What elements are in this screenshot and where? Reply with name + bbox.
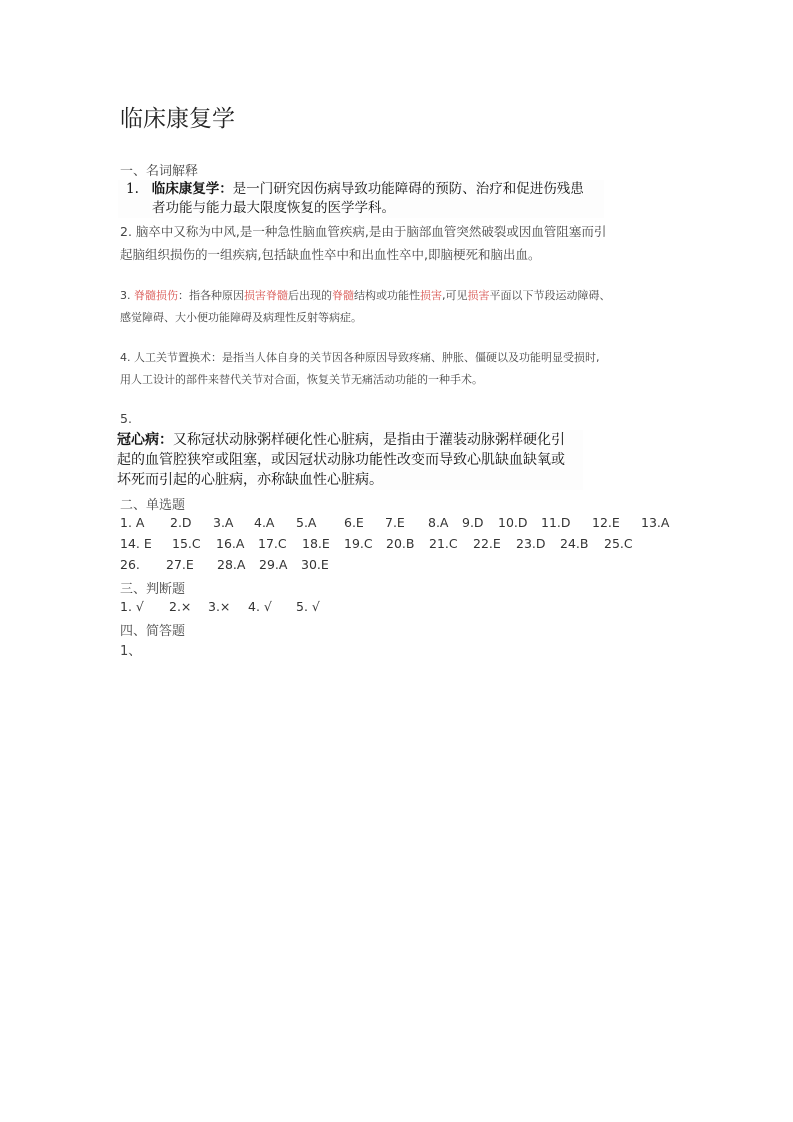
short-answer-item-1: 1、 [120,644,142,659]
definition-3-text: ：指各种原因 [178,289,244,302]
answer-item: 4. √ [248,599,272,614]
answer-item: 2.D [170,515,192,530]
definition-5-line-1: 又称冠状动脉粥样硬化性心脏病，是指由于灌装动脉粥样硬化引 [173,432,565,448]
definition-3-line-1 [120,287,611,303]
answer-item: 9.D [462,515,484,530]
answer-item: 23.D [516,536,546,551]
definition-4-line-1: 4. 人工关节置换术：是指当人体自身的关节因各种原因导致疼痛、肿胀、僵硬以及功能明显受损时, [120,351,600,364]
definition-1-number: 1. [126,181,139,197]
definition-5-number: 5. [120,411,132,426]
answer-item: 30.E [301,557,329,572]
answer-item: 18.E [302,536,330,551]
single-choice-row-3 [0,557,793,575]
answer-item: 5.A [296,515,317,530]
answer-item: 26. [120,557,140,572]
answer-item: 11.D [541,515,571,530]
definition-1-block [118,180,604,218]
answer-item: 20.B [386,536,415,551]
definition-3-line-2: 感觉障碍、大小便功能障碍及病理性反射等病症。 [120,311,362,324]
section-heading-short-answer: 四、简答题 [120,624,186,639]
answer-item: 1. A [120,515,145,530]
definition-4-line-2: 用人工设计的部件来替代关节对合面，恢复关节无痛活动功能的一种手术。 [120,373,483,386]
definition-2-line-1: 2. 脑卒中又称为中风,是一种急性脑血管疾病,是由于脑部血管突然破裂或因血管阻塞而引 [120,224,607,239]
answer-item: 16.A [216,536,245,551]
answer-item: 12.E [592,515,620,530]
definition-5-term: 冠心病： [117,432,173,448]
answer-item: 2.× [169,599,192,614]
answer-item: 4.A [254,515,275,530]
definition-2-line-2: 起脑组织损伤的一组疾病,包括缺血性卒中和出血性卒中,即脑梗死和脑出血。 [120,247,541,262]
answer-item: 25.C [604,536,633,551]
answer-item: 6.E [344,515,364,530]
single-choice-row-1 [0,515,793,533]
answer-item: 29.A [259,557,288,572]
definition-5-line-3: 坏死而引起的心脏病，亦称缺血性心脏病。 [117,472,383,488]
definition-5-line-2: 起的血管腔狭窄或阻塞，或因冠状动脉功能性改变而导致心肌缺血缺氧或 [117,452,565,468]
definition-3-term: 脊髓损伤 [134,289,178,302]
true-false-row [0,599,793,617]
definition-3-highlight: 脊髓 [332,289,354,302]
answer-item: 22.E [473,536,501,551]
answer-item: 14. E [120,536,152,551]
definition-3-text: ,可见 [442,289,468,302]
answer-item: 28.A [217,557,246,572]
page-title: 临床康复学 [120,106,235,132]
answer-item: 3.× [208,599,231,614]
definition-1-line-2: 者功能与能力最大限度恢复的医学学科。 [152,200,395,216]
single-choice-row-2 [0,536,793,554]
answer-item: 21.C [429,536,458,551]
definition-1-term: 临床康复学： [151,181,233,197]
answer-item: 15.C [172,536,201,551]
answer-item: 27.E [166,557,194,572]
definition-3-text: 结构或功能性 [354,289,420,302]
answer-item: 13.A [641,515,670,530]
section-heading-true-false: 三、判断题 [120,582,186,597]
definition-3-number: 3. [120,289,134,302]
definition-3-highlight: 损害 [467,289,490,302]
answer-item: 19.C [344,536,373,551]
answer-item: 17.C [258,536,287,551]
answer-item: 8.A [428,515,449,530]
definition-3-highlight: 损害 [420,289,442,302]
section-heading-definitions: 一、名词解释 [120,164,199,179]
answer-item: 1. √ [120,599,144,614]
definition-1-line-1: 是一门研究因伤病导致功能障碍的预防、治疗和促进伤残患 [232,181,584,197]
definition-3-text: 平面以下节段运动障碍、 [489,289,611,302]
definition-3-text: 后出现的 [288,289,332,302]
definition-5-block [113,430,583,490]
definition-3-highlight: 损害脊髓 [244,289,288,302]
answer-item: 3.A [213,515,234,530]
section-heading-single-choice: 二、单选题 [120,498,186,513]
answer-item: 24.B [560,536,589,551]
answer-item: 5. √ [296,599,320,614]
answer-item: 7.E [385,515,405,530]
answer-item: 10.D [498,515,528,530]
